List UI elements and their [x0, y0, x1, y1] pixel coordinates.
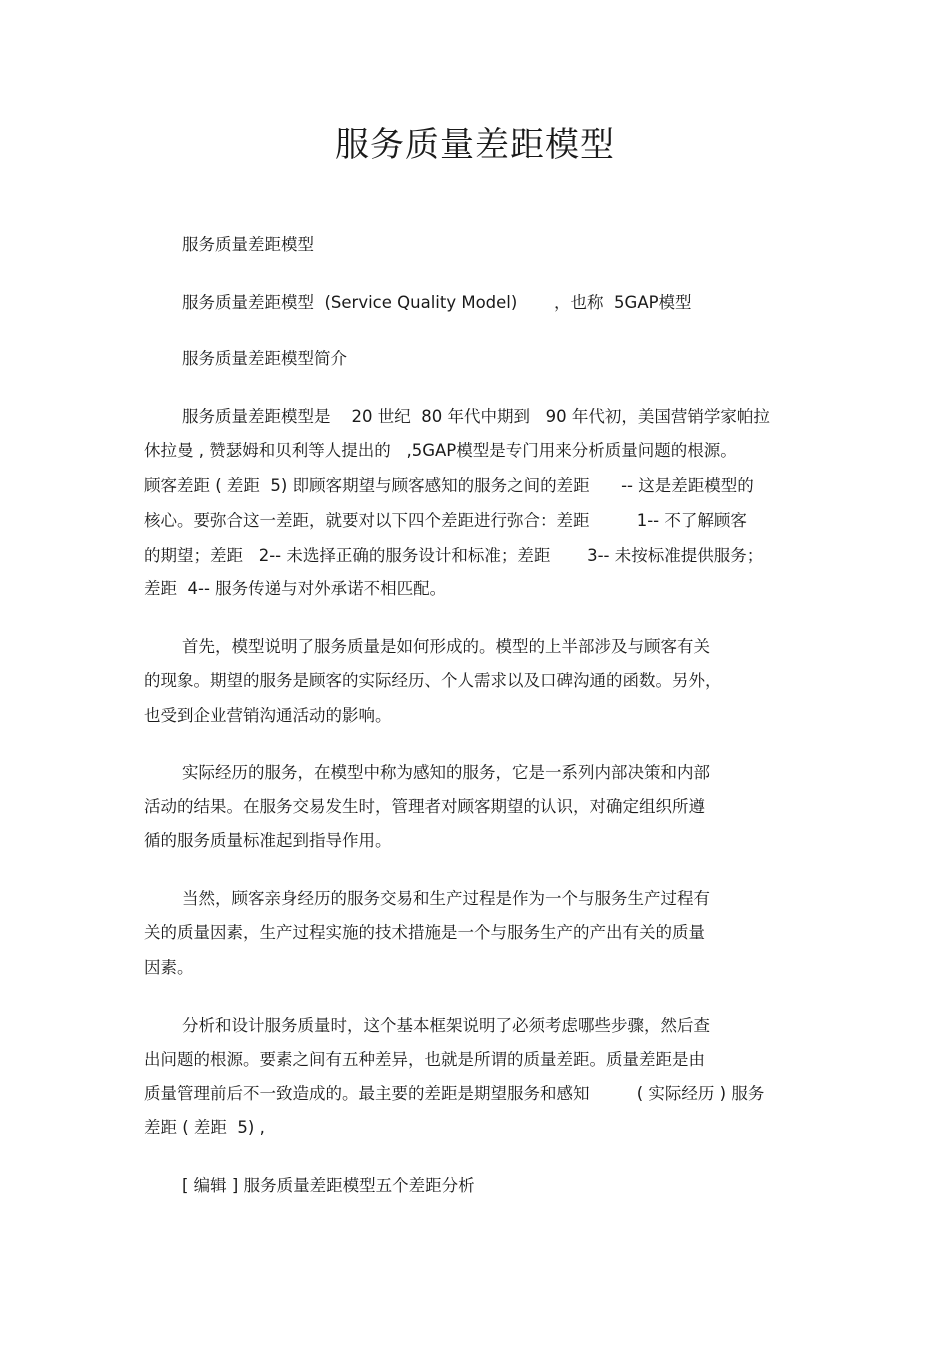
- paragraph-1-line: 顾客差距 ( 差距 5) 即顾客期望与顾客感知的服务之间的差距 -- 这是差距模型的: [144, 476, 754, 495]
- paragraph-4-line: 关的质量因素，生产过程实施的技术措施是一个与服务生产的产出有关的质量: [144, 923, 705, 942]
- paragraph-5-line: 出问题的根源。要素之间有五种差异，也就是所谓的质量差距。质量差距是由: [144, 1050, 705, 1069]
- paragraph-1-line: 休拉曼 , 赞瑟姆和贝利等人提出的 ,5GAP模型是专门用来分析质量问题的根源。: [144, 441, 737, 460]
- heading-model: 服务质量差距模型: [182, 235, 314, 254]
- paragraph-1-line: 服务质量差距模型是 20 世纪 80 年代中期到 90 年代初，美国营销学家帕拉: [182, 407, 770, 426]
- paragraph-5-line: 差距 ( 差距 5) ,: [144, 1118, 265, 1137]
- document-title: 服务质量差距模型: [335, 125, 615, 165]
- paragraph-3-line: 循的服务质量标准起到指导作用。: [144, 831, 392, 850]
- paragraph-1-line: 核心。要弥合这一差距，就要对以下四个差距进行弥合：差距 1-- 不了解顾客: [144, 511, 747, 530]
- paragraph-1-line: 差距 4-- 服务传递与对外承诺不相匹配。: [144, 579, 447, 598]
- paragraph-5-line: 分析和设计服务质量时，这个基本框架说明了必须考虑哪些步骤，然后查: [182, 1016, 710, 1035]
- paragraph-1-line: 的期望；差距 2-- 未选择正确的服务设计和标准；差距 3-- 未按标准提供服务；: [144, 546, 764, 565]
- paragraph-3-line: 实际经历的服务，在模型中称为感知的服务，它是一系列内部决策和内部: [182, 763, 710, 782]
- heading-model-intro: 服务质量差距模型简介: [182, 349, 347, 368]
- paragraph-4-line: 当然，顾客亲身经历的服务交易和生产过程是作为一个与服务生产过程有: [182, 889, 710, 908]
- paragraph-4-line: 因素。: [144, 958, 194, 977]
- paragraph-2-line: 的现象。期望的服务是顾客的实际经历、个人需求以及口碑沟通的函数。另外，: [144, 671, 722, 690]
- paragraph-3-line: 活动的结果。在服务交易发生时，管理者对顾客期望的认识，对确定组织所遵: [144, 797, 705, 816]
- paragraph-2-line: 首先，模型说明了服务质量是如何形成的。模型的上半部涉及与顾客有关: [182, 637, 710, 656]
- section-edit-heading: [ 编辑 ] 服务质量差距模型五个差距分析: [182, 1176, 475, 1195]
- paragraph-2-line: 也受到企业营销沟通活动的影响。: [144, 706, 392, 725]
- heading-model-english: 服务质量差距模型 (Service Quality Model) ，也称 5GAP模型: [182, 293, 692, 312]
- paragraph-5-line: 质量管理前后不一致造成的。最主要的差距是期望服务和感知 ( 实际经历 ) 服务: [144, 1084, 765, 1103]
